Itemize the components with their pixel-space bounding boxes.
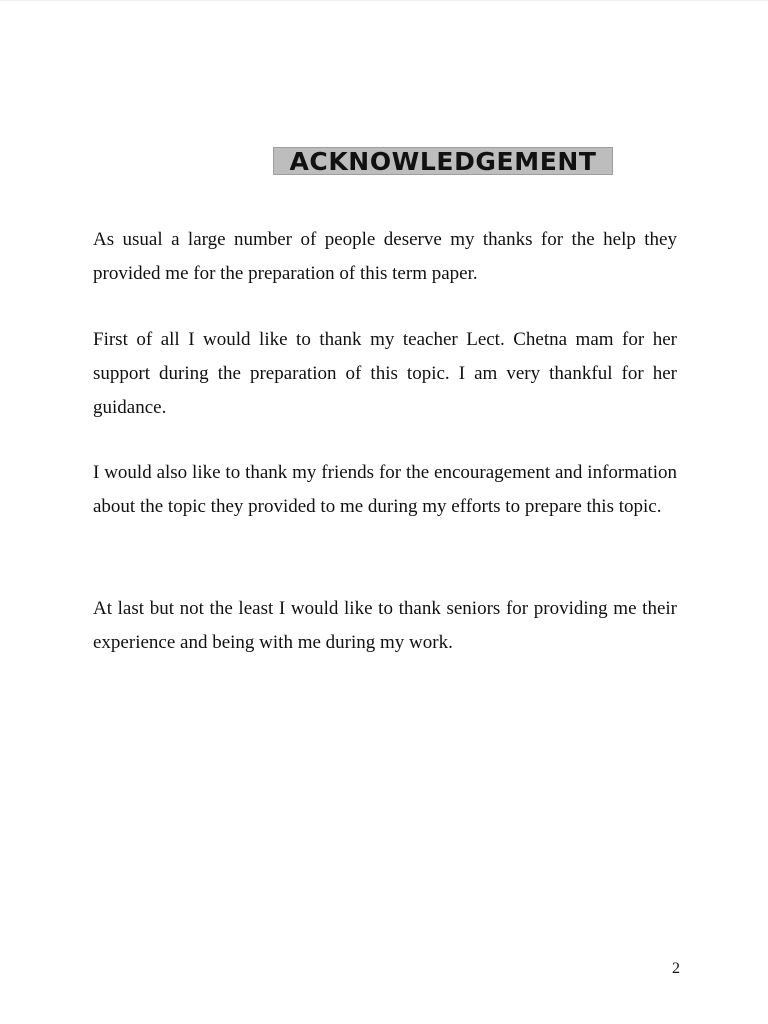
paragraph-2: First of all I would like to thank my teacher Lect. Chetna mam for her support during the preparation of this topic. I am very thankful for her guidance. xyxy=(93,329,677,418)
paragraph-3: I would also like to thank my friends for the encouragement and information about the topic they provided to me during my efforts to prepare this topic. xyxy=(93,462,677,517)
heading-highlight xyxy=(273,147,613,175)
page-title: ACKNOWLEDGEMENT xyxy=(289,147,597,176)
paragraph-1: As usual a large number of people deserve my thanks for the help they provided me for the preparation of this term paper. xyxy=(93,229,677,284)
paragraph-4: At last but not the least I would like to thank seniors for providing me their experience and being with me during my work. xyxy=(93,598,677,653)
page-number: 2 xyxy=(672,960,680,977)
